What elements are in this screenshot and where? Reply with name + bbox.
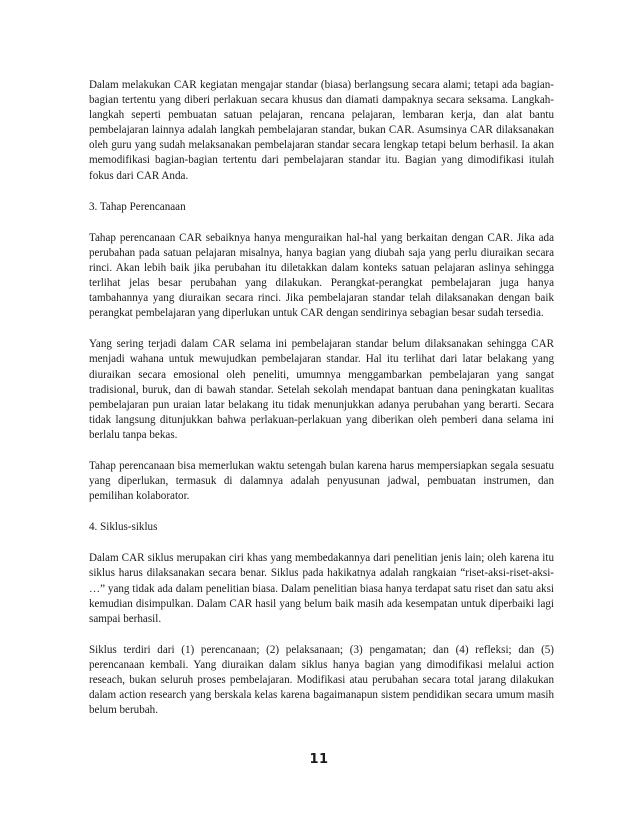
paragraph-cycle-definition: Dalam CAR siklus merupakan ciri khas yang membedakannya dari penelitian jenis lain; oleh karena itu siklus harus dilaksanakan secara benar. Siklus pada hakikatnya adalah rangkaian “riset-aksi-riset-aksi- …” yang tidak ada dalam penelitian biasa. Dalam penelitian biasa hanya terdapat satu riset dan satu aksi kemudian disimpulkan. Dalam CAR hasil yang belum baik masih ada kesempatan untuk diperbaiki lagi sampai berhasil.	[89, 552, 554, 625]
page-number: 11	[309, 752, 329, 767]
paragraph-car-standard-teaching: Dalam melakukan CAR kegiatan mengajar standar (biasa) berlangsung secara alami; tetapi ada bagian-bagian tertentu yang diberi perlakuan secara khusus dan diamati dampaknya secara seksama. Langkah-langkah seperti pembuatan satuan pelajaran, rencana pelajaran, lembaran kerja, dan alat bantu pembelajaran lainnya adalah langkah pembelajaran standar, bukan CAR. Asumsinya CAR dilaksanakan oleh guru yang sudah melaksanakan pembelajaran standar secara lengkap tetapi belum berhasil. Ia akan memodifikasi bagian-bagian tertentu dari pembelajaran standar itu. Bagian yang dimodifikasi itulah fokus dari CAR Anda.	[89, 79, 554, 182]
section-heading-tahap-perencanaan: 3. Tahap Perencanaan	[89, 200, 186, 213]
paragraph-cycle-stages: Siklus terdiri dari (1) perencanaan; (2) pelaksanaan; (3) pengamatan; dan (4) refleksi; dan (5) perencanaan kembali. Yang diuraikan dalam siklus hanya bagian yang dimodifikasi melalui action reseach, bukan seluruh proses pembelajaran. Modifikasi atau perubahan secara total jarang dilakukan dalam action research yang berskala kelas karena bagaimanapun sistem pendidikan secara umum masih belum berubah.	[89, 643, 554, 717]
paragraph-common-issues: Yang sering terjadi dalam CAR selama ini pembelajaran standar belum dilaksanakan sehingga CAR menjadi wahana untuk mewujudkan pembelajaran standar. Hal itu terlihat dari latar belakang yang diuraikan secara emosional oleh peneliti, umumnya menggambarkan pembelajaran yang sangat tradisional, buruk, dan di bawah standar. Setelah sekolah mendapat bantuan dana peningkatan kualitas pembelajaran pun uraian latar belakang itu tidak menunjukkan adanya perubahan yang berarti. Secara tidak langsung ditunjukkan bahwa perlakuan-perlakuan yang diberikan oleh pemberi dana selama ini berlalu tanpa bekas.	[89, 338, 554, 441]
paragraph-planning-stage: Tahap perencanaan CAR sebaiknya hanya menguraikan hal-hal yang berkaitan dengan CAR. Jika ada perubahan pada satuan pelajaran misalnya, hanya bagian yang diubah saja yang perlu diuraikan secara rinci. Akan lebih baik jika perubahan itu diletakkan dalam konteks satuan pelajaran aslinya sehingga terlihat jelas besar perubahan yang dilakukan. Perangkat-perangkat pembelajaran juga hanya tambahannya yang diuraikan secara rinci. Jika pembelajaran standar telah dilaksanakan dengan baik perangkat pembelajaran yang diperlukan untuk CAR dengan sendirinya sebagian besar sudah tersedia.	[89, 231, 554, 320]
document-body	[89, 78, 554, 718]
section-heading-siklus-siklus: 4. Siklus-siklus	[89, 521, 158, 534]
paragraph-planning-duration: Tahap perencanaan bisa memerlukan waktu setengah bulan karena harus mempersiapkan segala sesuatu yang diperlukan, termasuk di dalamnya adalah penyusunan jadwal, pembuatan instrumen, dan pemilihan kolaborator.	[89, 459, 554, 503]
